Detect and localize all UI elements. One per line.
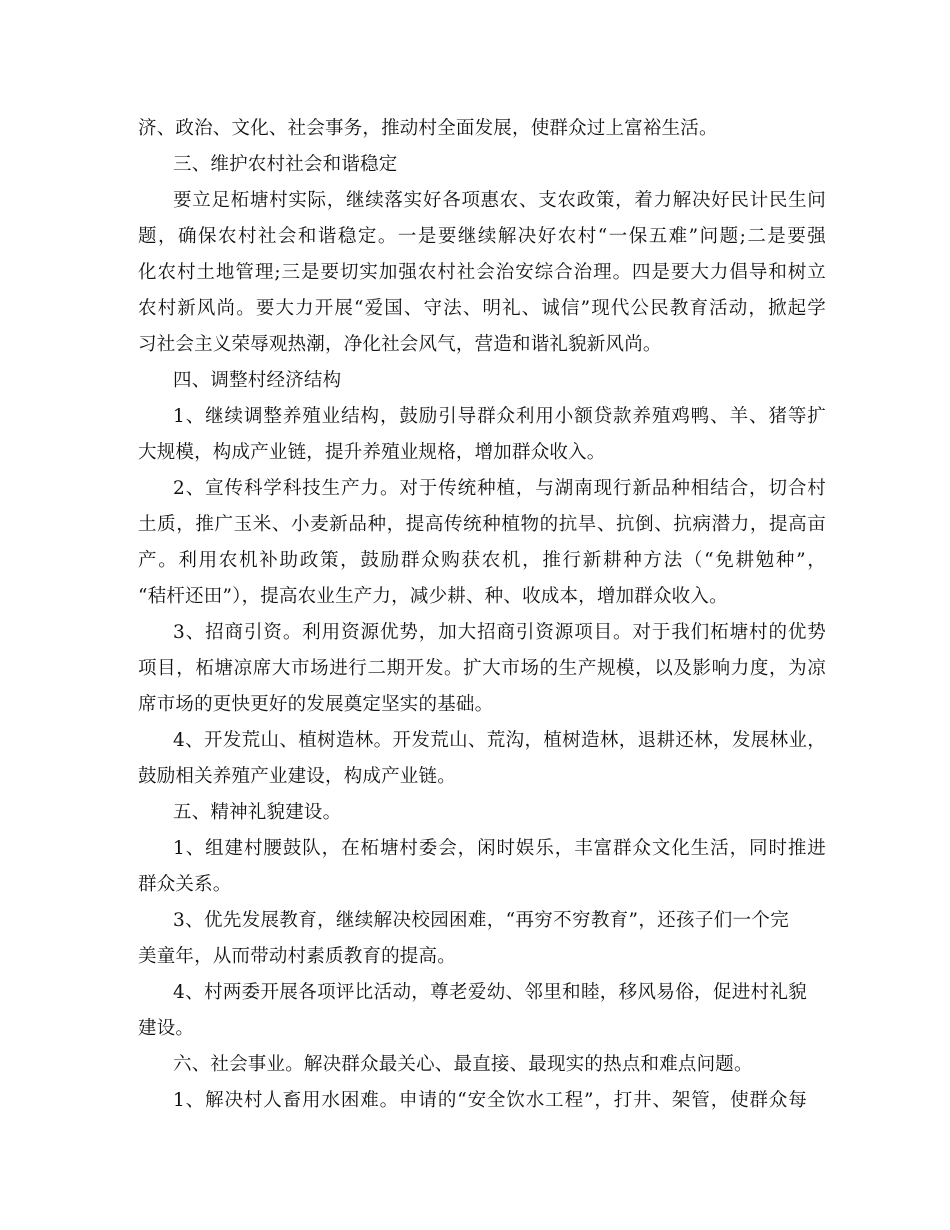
section-heading-3: 三、维护农村社会和谐稳定	[173, 154, 398, 175]
paragraph-line: 题，确保农村社会和谐稳定。一是要继续解决好农村“一保五难”问题;二是要强	[138, 226, 826, 247]
list-item-line: 席市场的更快更好的发展奠定坚实的基础。	[138, 694, 494, 715]
list-item-line: 土质，推广玉米、小麦新品种，提高传统种植物的抗旱、抗倒、抗病潜力，提高亩	[138, 514, 826, 535]
list-item-line: 4、开发荒山、植树造林。开发荒山、荒沟，植树造林，退耕还林，发展林业，	[173, 730, 826, 751]
list-item-line: 1、解决村人畜用水困难。申请的“安全饮水工程”，打井、架管，使群众每	[173, 1090, 807, 1111]
paragraph-line: 农村新风尚。要大力开展“爱国、守法、明礼、诚信”现代公民教育活动，掀起学	[138, 298, 826, 319]
list-item-line: 1、组建村腰鼓队，在柘塘村委会，闲时娱乐，丰富群众文化生活，同时推进	[173, 838, 826, 859]
list-item-line: 3、优先发展教育，继续解决校园困难，“再穷不穷教育”，还孩子们一个完	[173, 910, 789, 931]
paragraph-line: 要立足柘塘村实际，继续落实好各项惠农、支农政策，着力解决好民计民生问	[173, 190, 826, 211]
list-item-line: 项目，柘塘凉席大市场进行二期开发。扩大市场的生产规模，以及影响力度，为凉	[138, 658, 826, 679]
list-item-line: “秸杆还田”），提高农业生产力，减少耕、种、收成本，增加群众收入。	[138, 586, 728, 607]
list-item-line: 3、招商引资。利用资源优势，加大招商引资源项目。对于我们柘塘村的优势	[173, 622, 826, 643]
list-item-line: 2、宣传科学科技生产力。对于传统种植，与湖南现行新品种相结合，切合村	[173, 478, 826, 499]
paragraph-continuation-line: 济、政治、文化、社会事务，推动村全面发展，使群众过上富裕生活。	[138, 118, 718, 139]
list-item-line: 建设。	[138, 1018, 195, 1039]
section-heading-5: 五、精神礼貌建设。	[173, 802, 342, 823]
paragraph-line: 习社会主义荣辱观热潮，净化社会风气，营造和谐礼貌新风尚。	[138, 334, 662, 355]
list-item-line: 美童年，从而带动村素质教育的提高。	[138, 946, 456, 967]
list-item-line: 1、继续调整养殖业结构，鼓励引导群众利用小额贷款养殖鸡鸭、羊、猪等扩	[173, 406, 826, 427]
section-heading-6: 六、社会事业。解决群众最关心、最直接、最现实的热点和难点问题。	[173, 1054, 753, 1075]
section-heading-4: 四、调整村经济结构	[173, 370, 342, 391]
list-item-line: 鼓励相关养殖产业建设，构成产业链。	[138, 766, 456, 787]
list-item-line: 大规模，构成产业链，提升养殖业规格，增加群众收入。	[138, 442, 606, 463]
paragraph-line: 化农村土地管理;三是要切实加强农村社会治安综合治理。四是要大力倡导和树立	[138, 262, 826, 283]
list-item-line: 产。利用农机补助政策，鼓励群众购获农机，推行新耕种方法（“免耕勉种”，	[138, 550, 826, 571]
list-item-line: 群众关系。	[138, 874, 232, 895]
list-item-line: 4、村两委开展各项评比活动，尊老爱幼、邻里和睦，移风易俗，促进村礼貌	[173, 982, 807, 1003]
